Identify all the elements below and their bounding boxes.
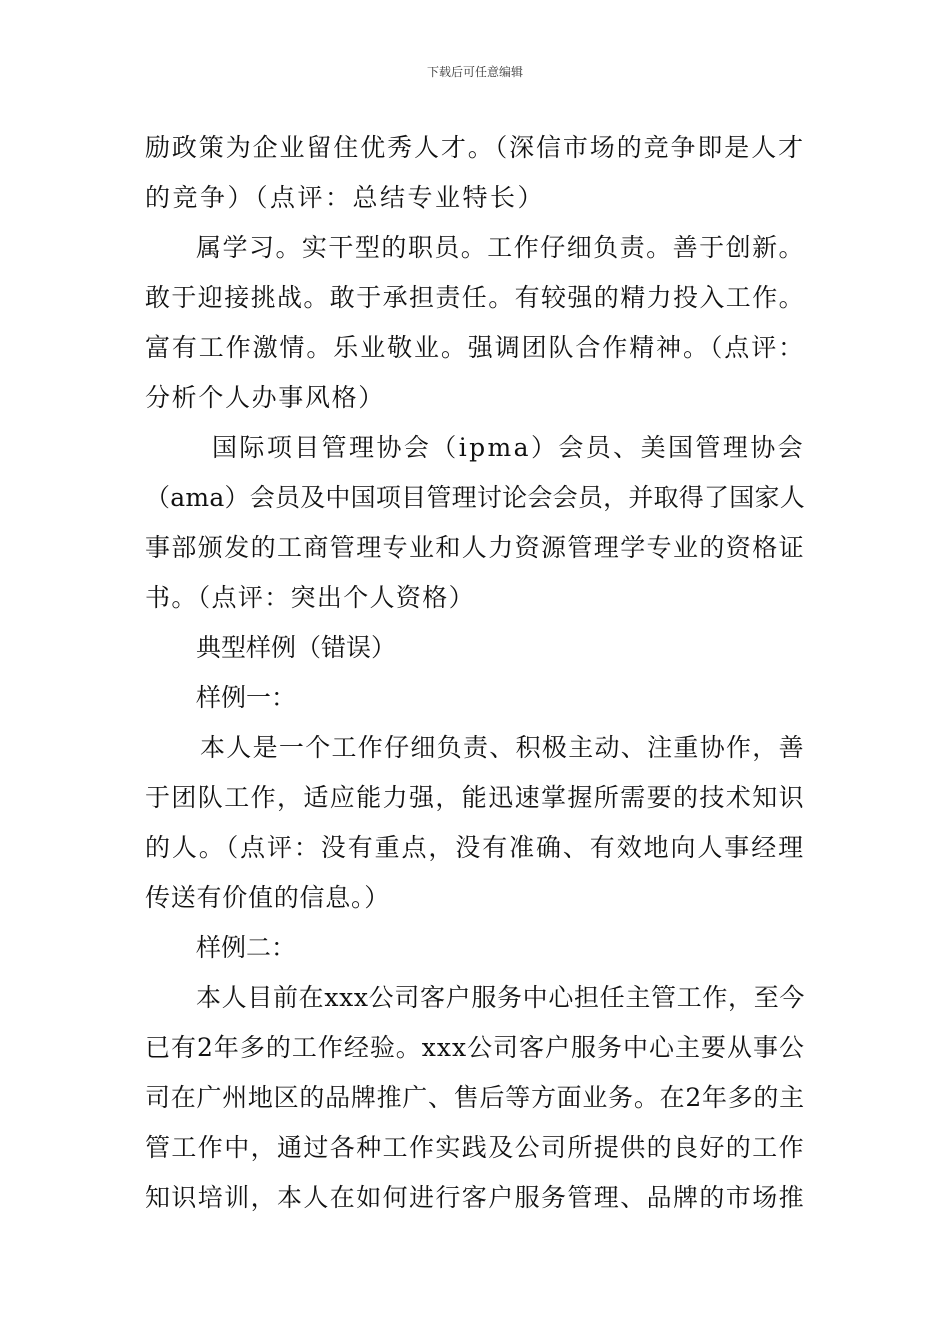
text-line: 知识培训，本人在如何进行客户服务管理、品牌的市场推 — [145, 1183, 806, 1212]
text-line: 富有工作激情。乐业敬业。强调团队合作精神。（点评： — [145, 333, 806, 362]
text-line: 敢于迎接挑战。敢于承担责任。有较强的精力投入工作。 — [145, 283, 806, 312]
text-line: 励政策为企业留住优秀人才。（深信市场的竞争即是人才 — [145, 133, 806, 162]
text-line: 书。（点评：突出个人资格） — [145, 583, 475, 612]
text-line: 于团队工作，适应能力强，能迅速掌握所需要的技术知识 — [145, 783, 806, 812]
text-line: 典型样例（错误） — [196, 633, 397, 662]
page-header: 下载后可任意编辑 — [426, 65, 523, 79]
text-line: 分析个人办事风格） — [145, 383, 385, 412]
text-line: 样例一： — [196, 683, 297, 712]
text-line: 国际项目管理协会（ipma）会员、美国管理协会 — [212, 433, 806, 462]
text-line: 事部颁发的工商管理专业和人力资源管理学专业的资格证 — [145, 533, 806, 562]
text-line: 的人。（点评：没有重点，没有准确、有效地向人事经理 — [145, 833, 806, 862]
text-line: 管工作中，通过各种工作实践及公司所提供的良好的工作 — [145, 1133, 806, 1162]
text-line: 本人目前在xxx公司客户服务中心担任主管工作，至今 — [196, 983, 806, 1012]
text-line: 传送有价值的信息。） — [145, 883, 391, 912]
text-line: （ama）会员及中国项目管理讨论会会员，并取得了国家人 — [145, 483, 805, 512]
text-line: 属学习。实干型的职员。工作仔细负责。善于创新。 — [196, 233, 806, 262]
text-line: 本人是一个工作仔细负责、积极主动、注重协作，善 — [200, 733, 805, 762]
text-line: 样例二： — [196, 933, 297, 962]
text-line: 司在广州地区的品牌推广、售后等方面业务。在2年多的主 — [145, 1083, 805, 1112]
text-line: 已有2年多的工作经验。xxx公司客户服务中心主要从事公 — [145, 1033, 805, 1062]
text-line: 的竞争）（点评：总结专业特长） — [145, 183, 546, 212]
